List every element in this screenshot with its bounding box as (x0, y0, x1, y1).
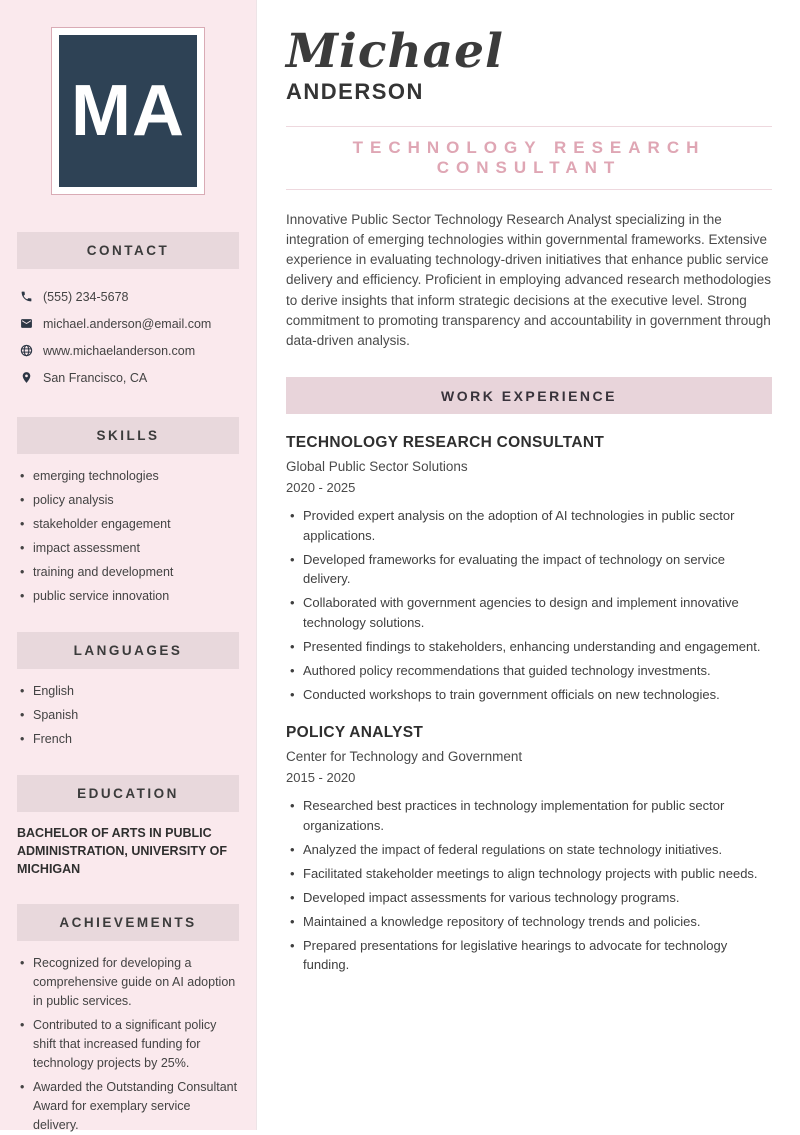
contact-row-phone (17, 283, 239, 310)
first-name: Michael (286, 24, 504, 79)
job-bullet: • Collaborated with government agencies to design and implement innovative technology solutions. (286, 593, 772, 632)
job-bullet: • Developed frameworks for evaluating the impact of technology on service delivery. (286, 550, 772, 589)
contact-phone: (555) 234-5678 (43, 289, 129, 304)
job-bullet: • Presented findings to stakeholders, enhancing understanding and engagement. (286, 637, 772, 657)
skill-item: • training and development (20, 563, 239, 582)
contact-email: michael.anderson@email.com (43, 316, 212, 331)
work-experience-header: WORK EXPERIENCE (286, 377, 772, 414)
job-bullet: • Facilitated stakeholder meetings to align technology projects with public needs. (286, 864, 772, 884)
job-bullet: • Provided expert analysis on the adoption of AI technologies in public sector applications. (286, 506, 772, 545)
languages-section-header: LANGUAGES (17, 632, 239, 669)
contact-website: www.michaelanderson.com (43, 343, 196, 358)
job-entry (286, 434, 772, 704)
achievements-list (17, 954, 239, 1135)
contact-row-website (17, 337, 239, 364)
language-item: • French (20, 730, 239, 749)
phone-icon (20, 290, 33, 303)
skills-list (17, 467, 239, 606)
globe-icon (20, 344, 33, 357)
contact-location: San Francisco, CA (43, 370, 148, 385)
achievements-section-header: ACHIEVEMENTS (17, 904, 239, 941)
job-bullet: • Prepared presentations for legislative hearings to advocate for technology funding. (286, 936, 772, 975)
location-icon (20, 371, 33, 384)
skill-item: • emerging technologies (20, 467, 239, 486)
avatar (51, 27, 205, 195)
contact-row-location (17, 364, 239, 391)
job-company: Center for Technology and Government (286, 749, 523, 765)
education-section-header: EDUCATION (17, 775, 239, 812)
contact-row-email (17, 310, 239, 337)
education-degree: BACHELOR OF ARTS IN PUBLIC ADMINISTRATION, UNIVERSITY OF MICHIGAN (17, 826, 227, 876)
skill-item: • impact assessment (20, 539, 239, 558)
job-bullets (286, 796, 772, 975)
achievement-item: • Contributed to a significant policy shift that increased funding for technology projects by 25%. (20, 1016, 239, 1073)
email-icon (20, 317, 33, 330)
skill-item: • policy analysis (20, 491, 239, 510)
job-bullets (286, 506, 772, 704)
skill-item: • public service innovation (20, 587, 239, 606)
skill-item: • stakeholder engagement (20, 515, 239, 534)
languages-list (17, 682, 239, 749)
job-title: TECHNOLOGY RESEARCH CONSULTANT (286, 434, 605, 452)
job-entry (286, 724, 772, 975)
job-bullet: • Maintained a knowledge repository of technology trends and policies. (286, 912, 772, 932)
job-bullet: • Authored policy recommendations that guided technology investments. (286, 661, 772, 681)
job-bullet: • Conducted workshops to train government officials on new technologies. (286, 685, 772, 705)
skills-section-header: SKILLS (17, 417, 239, 454)
main-content (257, 0, 800, 975)
achievement-item: • Awarded the Outstanding Consultant Award for exemplary service delivery. (20, 1078, 239, 1135)
job-company: Global Public Sector Solutions (286, 459, 468, 475)
work-experience-jobs (286, 434, 772, 975)
last-name: ANDERSON (286, 78, 424, 104)
avatar-initials: MA (59, 35, 197, 187)
job-bullet: • Developed impact assessments for various technology programs. (286, 888, 772, 908)
achievement-item: • Recognized for developing a comprehensive guide on AI adoption in public services. (20, 954, 239, 1011)
language-item: • English (20, 682, 239, 701)
contact-list (17, 283, 239, 391)
job-bullet: • Analyzed the impact of federal regulations on state technology initiatives. (286, 840, 772, 860)
contact-section-header: CONTACT (17, 232, 239, 269)
professional-summary: Innovative Public Sector Technology Research Analyst specializing in the integration of emerging technologies within governmental frameworks. Extensive experience in evaluating technology-driven initiatives that enhance public service delivery and efficiency. Proficient in employing advanced research methodologies to derive insights that inform strategic decisions at the executive level. Strong commitment to promoting transparency and accountability in government through data-driven analysis. (286, 211, 772, 348)
professional-title: TECHNOLOGY RESEARCH CONSULTANT (286, 126, 772, 190)
job-title: POLICY ANALYST (286, 724, 424, 742)
language-item: • Spanish (20, 706, 239, 725)
sidebar (0, 0, 257, 1130)
job-dates: 2015 - 2020 (286, 770, 356, 786)
job-dates: 2020 - 2025 (286, 480, 356, 496)
job-bullet: • Researched best practices in technology implementation for public sector organizations. (286, 796, 772, 835)
